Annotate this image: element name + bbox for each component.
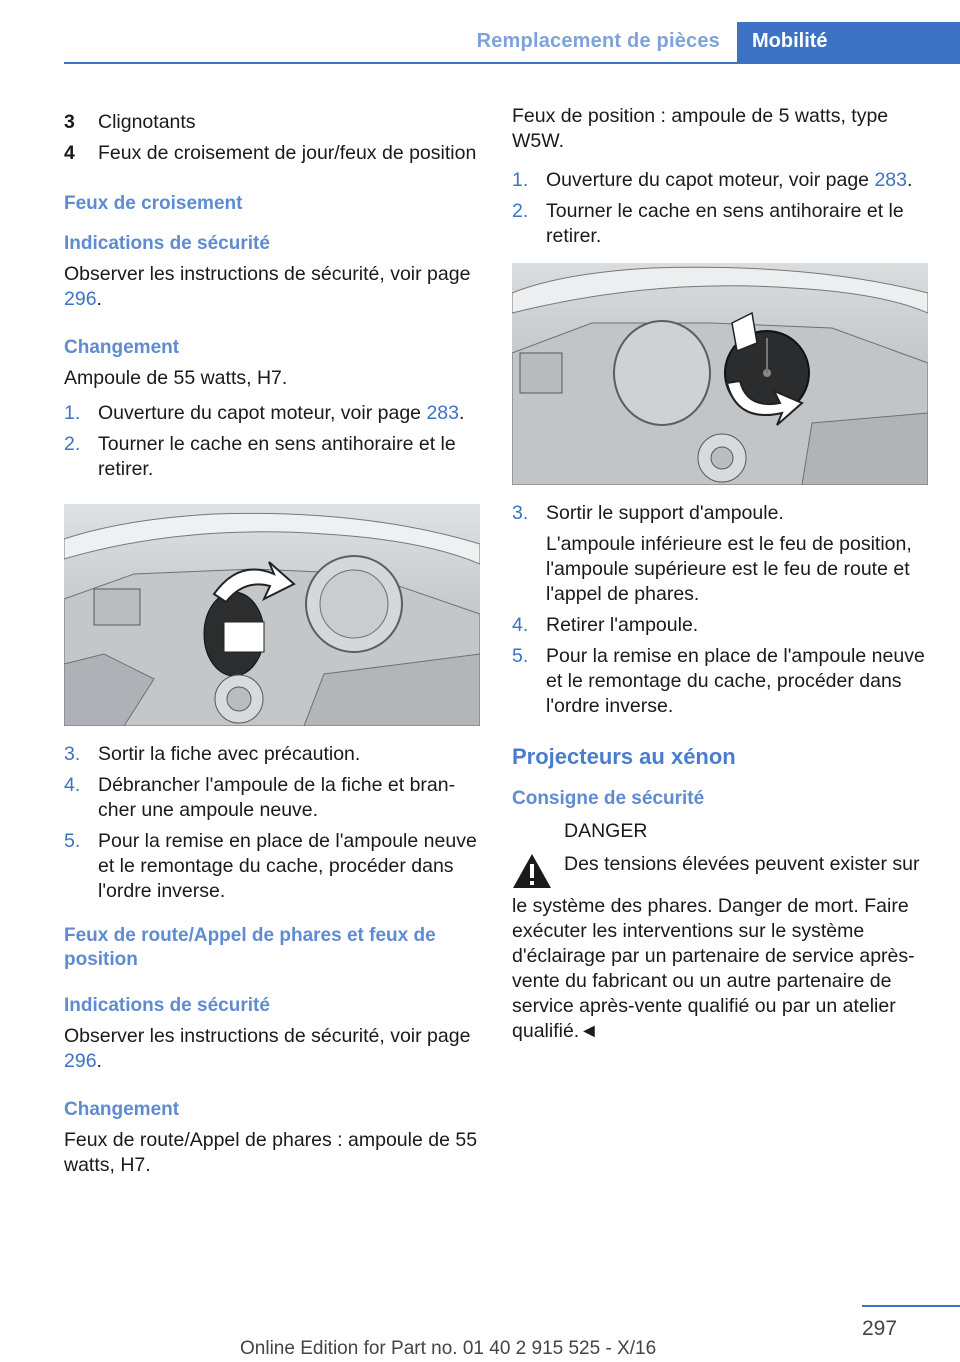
heading-safety: Indications de sécurité <box>64 995 270 1016</box>
safety-text: Observer les instructions de sécurité, voir page 296. <box>64 1025 471 1072</box>
step-number: 1. <box>64 402 81 424</box>
page-link[interactable]: 283 <box>426 402 459 424</box>
step-number: 3. <box>512 502 529 524</box>
step-number: 2. <box>512 200 529 222</box>
footer-edition: Online Edition for Part no. 01 40 2 915 525 - X/16 <box>240 1338 657 1359</box>
left-column <box>64 110 480 1188</box>
step-item: 4. Débrancher l'ampoule de la fiche et brancher une ampoule neuve. <box>64 774 456 821</box>
danger-text: le système des phares. Danger de mort. Faire exécuter les interventions sur le système d'éclairage par un partenaire de service après-vente du fabricant ou un autre partenaire de service après-vente qualifié ou par un atelier qualifié.◄ <box>512 895 915 1042</box>
step-subtext: L'ampoule inférieure est le feu de position, l'ampoule supérieure est le feu de route et l'appel de phares. <box>546 533 912 605</box>
change-text: Feux de route/Appel de phares : ampoule de 55 watts, H7. <box>64 1129 478 1176</box>
step-number: 4. <box>64 774 81 796</box>
item-number: 4 <box>64 142 75 164</box>
step-item: 2. Tourner le cache en sens antihoraire et le retirer. <box>64 433 456 480</box>
step-number: 5. <box>512 645 529 667</box>
change-text: Ampoule de 55 watts, H7. <box>64 367 288 389</box>
step-number: 2. <box>64 433 81 455</box>
page-number: 297 <box>862 1317 898 1340</box>
intro-text: Feux de position : ampoule de 5 watts, type W5W. <box>512 105 889 152</box>
headlight-illustration-right <box>512 263 928 485</box>
heading-xenon: Projecteurs au xénon <box>512 744 736 769</box>
danger-line: Des tensions élevées peuvent exister sur <box>564 853 920 875</box>
header-rule <box>64 62 960 64</box>
item-number: 3 <box>64 111 75 133</box>
danger-notice <box>512 819 928 894</box>
heading-change: Changement <box>64 337 180 358</box>
footer-rule <box>862 1305 960 1307</box>
step-item: 1. Ouverture du capot moteur, voir page 283. <box>64 402 465 424</box>
step-item: 5. Pour la remise en place de l'ampoule neuve et le remontage du cache, procéder dans l'ordre inverse. <box>512 645 925 717</box>
heading-consigne: Consigne de sécurité <box>512 788 705 809</box>
heading-feux-croisement: Feux de croisement <box>64 193 243 214</box>
list-item <box>64 141 480 166</box>
step-item: 4. Retirer l'ampoule. <box>512 614 699 636</box>
step-number: 5. <box>64 830 81 852</box>
right-column <box>512 104 928 1044</box>
heading-change: Changement <box>64 1099 180 1120</box>
safety-text: Observer les instructions de sécurité, voir page 296. <box>64 263 471 310</box>
header-section-title: Remplacement de pièces <box>476 30 720 52</box>
step-number: 4. <box>512 614 529 636</box>
page-link[interactable]: 296 <box>64 1050 97 1072</box>
page-link[interactable]: 296 <box>64 288 97 310</box>
danger-title: DANGER <box>564 820 648 842</box>
item-text: Clignotants <box>98 111 196 133</box>
heading-route: Feux de route/Appel de phares et feux de position <box>64 925 436 970</box>
list-item <box>64 110 480 135</box>
warning-triangle-icon <box>512 819 564 894</box>
header-chapter-tab[interactable]: Mobilité <box>737 22 960 64</box>
step-item: 1. Ouverture du capot moteur, voir page 283. <box>512 169 913 191</box>
step-item: 2. Tourner le cache en sens antihoraire et le retirer. <box>512 200 904 247</box>
step-item: 3. Sortir le support d'ampoule. <box>512 502 784 524</box>
item-text: Feux de croisement de jour/feux de position <box>98 142 477 164</box>
page-link[interactable]: 283 <box>874 169 907 191</box>
step-number: 1. <box>512 169 529 191</box>
heading-safety: Indications de sécurité <box>64 233 270 254</box>
headlight-illustration-left <box>64 504 480 726</box>
step-item: 5. Pour la remise en place de l'ampoule neuve et le remontage du cache, procéder dans l'ordre inverse. <box>64 830 477 902</box>
step-number: 3. <box>64 743 81 765</box>
step-item: 3. Sortir la fiche avec précaution. <box>64 743 361 765</box>
